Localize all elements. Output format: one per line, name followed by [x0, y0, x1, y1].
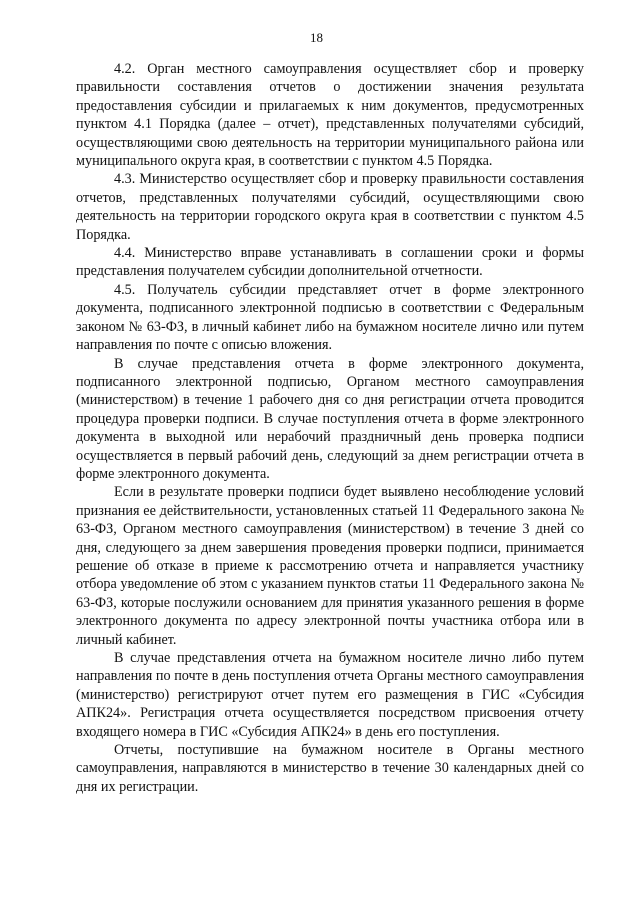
- page-number: 18: [310, 30, 323, 45]
- paragraph-electronic-report: В случае представления отчета в форме электронного документа, подписанного электронной подписью, Органом местного самоуправления (министерством) в течение 1 рабочего дня со дня регистрации отчета проводится процедура проверки подписи. В случае поступления отчета в форме электронного документа в выходной или нерабочий праздничный день проверка подписи осуществляется в первый рабочий день, следующий за днем регистрации отчета в форме электронного документа.: [76, 355, 584, 482]
- document-body: [76, 60, 584, 796]
- paragraph-4-4: 4.4. Министерство вправе устанавливать в соглашении сроки и формы представления получателем субсидии дополнительной отчетности.: [76, 245, 584, 280]
- paragraph-paper-report: В случае представления отчета на бумажном носителе лично либо путем направления по почте в день поступления отчета Органы местного самоуправления (министерство) регистрируют отчет путем его размещения в ГИС «Субсидия АПК24». Регистрация отчета осуществляется посредством присвоения отчету входящего номера в ГИС «Субсидия АПК24» в день его поступления.: [76, 650, 584, 740]
- paragraph-4-3: 4.3. Министерство осуществляет сбор и проверку правильности составления отчетов, представленных получателями субсидий, осуществляющими свою деятельность на территории городского округа края в соответствии с пунктом 4.5 Порядка.: [76, 171, 584, 243]
- paragraph-reports-forwarding: Отчеты, поступившие на бумажном носителе в Органы местного самоуправления, направляются в министерство в течение 30 календарных дней со дня их регистрации.: [76, 742, 584, 795]
- paragraph-signature-check: Если в результате проверки подписи будет выявлено несоблюдение условий признания ее действительности, установленных статьей 11 Федерального закона № 63-ФЗ, Органом местного самоуправления (министерством) в течение 3 дней со дня, следующего за днем завершения проведения проверки подписи, принимается решение об отказе в приеме к рассмотрению отчета и направляется участнику отбора уведомление об этом с указанием пунктов статьи 11 Федерального закона № 63-ФЗ, которые послужили основанием для принятия указанного решения в форме электронного документа по адресу электронной почты участника отбора или в личный кабинет.: [76, 484, 584, 648]
- paragraph-4-2: 4.2. Орган местного самоуправления осуществляет сбор и проверку правильности составления отчетов о достижении значения результата предоставления субсидии и прилагаемых к ним документов, предусмотренных пунктом 4.1 Порядка (далее – отчет), представленных получателями субсидий, осуществляющими свою деятельность на территории муниципального района или муниципального округа края, в соответствии с пунктом 4.5 Порядка.: [76, 61, 584, 170]
- paragraph-4-5: 4.5. Получатель субсидии представляет отчет в форме электронного документа, подписанного электронной подписью в соответствии с Федеральным законом № 63-ФЗ, в личный кабинет либо на бумажном носителе лично или путем направления по почте с описью вложения.: [76, 281, 584, 354]
